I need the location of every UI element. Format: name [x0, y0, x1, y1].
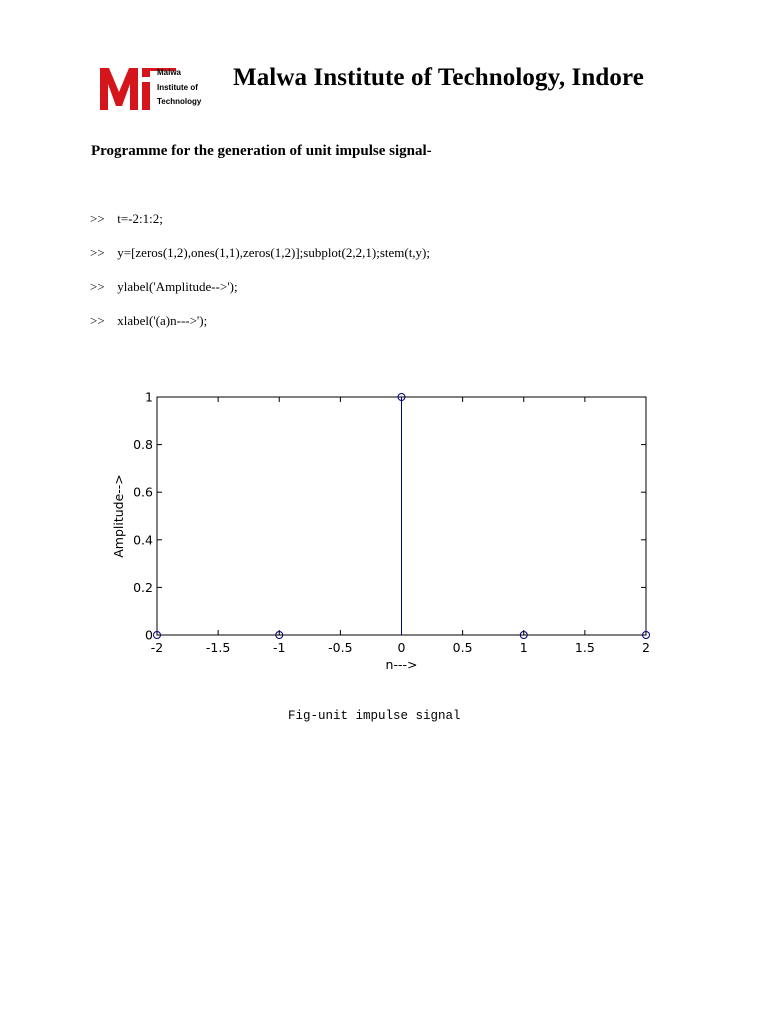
- code-prompt: >>: [90, 279, 105, 294]
- code-line: [90, 279, 238, 295]
- logo-text-line: Institute of: [157, 82, 198, 92]
- page-title: Malwa Institute of Technology, Indore: [233, 64, 644, 91]
- x-tick-label: 2: [642, 640, 650, 655]
- logo-text-line: Malwa: [157, 68, 182, 77]
- code-text: y=[zeros(1,2),ones(1,1),zeros(1,2)];subplot(2,2,1);stem(t,y);: [117, 245, 430, 260]
- code-text: t=-2:1:2;: [117, 211, 163, 226]
- logo-text-line: Technology: [157, 97, 202, 106]
- y-tick-label: 0: [145, 627, 153, 643]
- x-tick-label: -0.5: [328, 640, 353, 655]
- stem-chart: [100, 380, 680, 680]
- x-tick-label: -1.5: [205, 640, 231, 655]
- code-text: ylabel('Amplitude-->');: [117, 279, 238, 294]
- code-line: [90, 211, 163, 227]
- x-tick-label: 1.5: [574, 640, 595, 655]
- code-line: [90, 245, 430, 261]
- code-prompt: >>: [90, 211, 105, 226]
- x-axis-label: n--->: [385, 657, 418, 672]
- x-tick-label: -2: [150, 640, 164, 655]
- code-prompt: >>: [90, 245, 105, 260]
- x-tick-label: 0: [397, 640, 406, 655]
- y-tick-label: 0.2: [133, 579, 153, 595]
- x-tick-label: 1: [519, 640, 528, 655]
- y-tick-label: 0.4: [133, 532, 153, 548]
- y-axis-label: Amplitude-->: [111, 474, 126, 558]
- section-heading: Programme for the generation of unit impulse signal-: [91, 143, 432, 159]
- y-tick-label: 0.8: [133, 437, 153, 453]
- logo-text: [157, 66, 201, 110]
- code-text: xlabel('(a)n--->');: [117, 313, 208, 328]
- figure-caption: Fig-unit impulse signal: [288, 709, 461, 723]
- y-tick-label: 0.6: [133, 484, 153, 500]
- code-line: [90, 313, 207, 329]
- institute-logo: [100, 62, 210, 114]
- x-tick-label: 0.5: [452, 640, 473, 655]
- y-tick-label: 1: [145, 389, 153, 405]
- code-prompt: >>: [90, 313, 105, 328]
- x-tick-label: -1: [273, 640, 286, 655]
